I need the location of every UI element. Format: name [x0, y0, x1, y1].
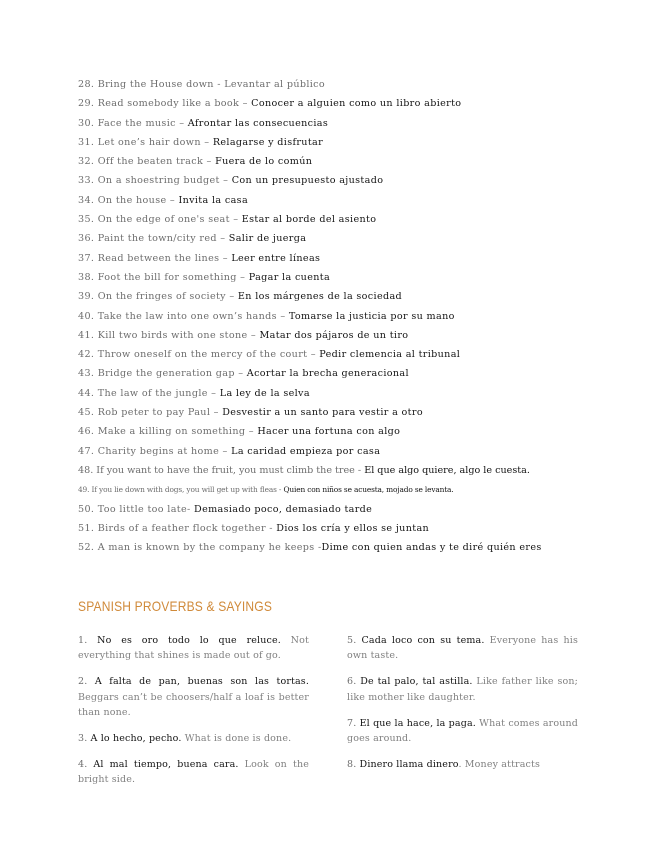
- idiom-english: 31. Let one’s hair down –: [78, 136, 213, 148]
- idiom-english: 28. Bring the House down - Levantar al público: [78, 79, 326, 90]
- idiom-line: [78, 251, 638, 270]
- proverb-item: [78, 757, 309, 787]
- idiom-line: [78, 135, 638, 154]
- idiom-line: [78, 424, 638, 443]
- idiom-spanish: Fuera de lo común: [215, 156, 313, 168]
- idiom-spanish: El que algo quiere, algo le cuesta.: [364, 464, 530, 476]
- proverb-item: [78, 674, 309, 720]
- proverb-item: [78, 731, 309, 746]
- proverb-english: What comes around goes around.: [347, 717, 578, 745]
- idiom-spanish: Relagarse y disfrutar: [212, 136, 324, 148]
- idiom-line: [78, 463, 638, 482]
- proverb-spanish: Cada loco con su tema.: [361, 635, 485, 646]
- idiom-line: [78, 231, 638, 250]
- idiom-english: 52. A man is known by the company he keeps -: [78, 542, 322, 554]
- idiom-english: 33. On a shoestring budget –: [78, 175, 232, 187]
- idiom-spanish: La caridad empieza por casa: [231, 445, 381, 457]
- idiom-spanish: Invita la casa: [178, 194, 249, 206]
- idiom-english: 50. Too little too late-: [78, 503, 195, 515]
- idiom-english: 51. Birds of a feather flock together -: [78, 522, 277, 534]
- proverb-number: 6.: [347, 676, 361, 688]
- idiom-english: 46. Make a killing on something –: [78, 426, 258, 438]
- proverb-spanish: No es oro todo lo que reluce.: [97, 635, 281, 646]
- idiom-english: 41. Kill two birds with one stone –: [78, 329, 260, 341]
- proverb-number: 3.: [78, 733, 91, 745]
- idiom-english: 38. Foot the bill for something –: [78, 271, 249, 283]
- proverb-number: 8.: [347, 759, 360, 771]
- idiom-list: [78, 77, 638, 559]
- idiom-line: [78, 77, 638, 96]
- idiom-line: [78, 309, 638, 328]
- proverb-spanish: A falta de pan, buenas son las tortas.: [94, 676, 309, 688]
- idiom-english: 32. Off the beaten track –: [78, 156, 216, 168]
- idiom-line: [78, 154, 638, 173]
- proverb-number: 4.: [78, 759, 94, 771]
- idiom-line: [78, 386, 638, 405]
- proverb-number: 5.: [347, 635, 362, 646]
- proverb-english: . Money attracts: [458, 759, 540, 771]
- idiom-line: [78, 502, 638, 521]
- proverb-spanish: De tal palo, tal astilla.: [360, 676, 473, 688]
- idiom-spanish: Con un presupuesto ajustado: [231, 175, 384, 187]
- idiom-spanish: Hacer una fortuna con algo: [257, 426, 401, 438]
- proverb-spanish: Al mal tiempo, buena cara.: [93, 759, 239, 771]
- idiom-english: 44. The law of the jungle –: [78, 387, 220, 399]
- proverb-english: What is done is done.: [181, 733, 292, 745]
- proverb-spanish: Dinero llama dinero: [359, 759, 459, 771]
- idiom-spanish: Conocer a alguien como un libro abierto: [251, 98, 462, 110]
- proverb-english: Like father like son; like mother like daughter.: [347, 676, 578, 703]
- idiom-spanish: La ley de la selva: [219, 387, 310, 399]
- idiom-english: 47. Charity begins at home –: [78, 445, 232, 457]
- proverbs-column-left: [78, 633, 309, 799]
- proverbs-column-right: [347, 633, 578, 783]
- idiom-spanish: Estar al borde del asiento: [241, 214, 377, 226]
- proverb-item: [347, 757, 578, 772]
- proverb-item: [347, 633, 578, 663]
- idiom-english: 48. If you want to have the fruit, you must climb the tree -: [78, 464, 365, 476]
- idiom-spanish: Desvestir a un santo para vestir a otro: [222, 407, 423, 419]
- idiom-english: 45. Rob peter to pay Paul –: [78, 407, 223, 419]
- idiom-line: [78, 270, 638, 289]
- idiom-line: [78, 328, 638, 347]
- proverb-english: Beggars can’t be choosers/half a loaf is better than none.: [78, 691, 309, 718]
- section-title: SPANISH PROVERBS & SAYINGS: [78, 598, 273, 614]
- idiom-english: 35. On the edge of one's seat –: [78, 214, 242, 226]
- idiom-spanish: Afrontar las consecuencias: [187, 117, 329, 129]
- idiom-line: [78, 482, 638, 501]
- idiom-english: 36. Paint the town/city red –: [78, 233, 229, 245]
- idiom-spanish: Dime con quien andas y te diré quién eres: [321, 542, 542, 554]
- proverb-item: [347, 716, 578, 746]
- idiom-english: 43. Bridge the generation gap –: [78, 368, 247, 380]
- idiom-english: 39. On the fringes of society –: [78, 291, 238, 303]
- idiom-line: [78, 405, 638, 424]
- idiom-english: 49. If you lie down with dogs, you will get up with fleas -: [78, 485, 284, 495]
- idiom-spanish: Pedir clemencia al tribunal: [319, 349, 461, 361]
- idiom-spanish: Pagar la cuenta: [248, 271, 331, 283]
- proverb-english: Everyone has his own taste.: [347, 635, 578, 662]
- idiom-line: [78, 540, 638, 559]
- idiom-spanish: Matar dos pájaros de un tiro: [259, 329, 409, 341]
- proverb-english: Look on the bright side.: [78, 759, 309, 786]
- idiom-spanish: Quien con niños se acuesta, mojado se levanta.: [283, 485, 454, 495]
- idiom-line: [78, 444, 638, 463]
- idiom-line: [78, 289, 638, 308]
- idiom-english: 34. On the house –: [78, 194, 179, 206]
- idiom-spanish: En los márgenes de la sociedad: [237, 291, 403, 303]
- proverb-english: Not everything that shines is made out of go.: [78, 635, 309, 662]
- idiom-spanish: Acortar la brecha generacional: [246, 368, 409, 380]
- idiom-spanish: Salir de juerga: [228, 233, 307, 245]
- proverb-item: [347, 674, 578, 704]
- idiom-line: [78, 96, 638, 115]
- idiom-line: [78, 116, 638, 135]
- idiom-english: 42. Throw oneself on the mercy of the court –: [78, 349, 320, 361]
- idiom-line: [78, 193, 638, 212]
- idiom-spanish: Demasiado poco, demasiado tarde: [194, 503, 373, 515]
- idiom-line: [78, 212, 638, 231]
- idiom-line: [78, 521, 638, 540]
- idiom-line: [78, 366, 638, 385]
- idiom-spanish: Tomarse la justicia por su mano: [288, 310, 455, 322]
- idiom-line: [78, 173, 638, 192]
- proverb-spanish: El que la hace, la paga.: [359, 717, 476, 729]
- idiom-english: 40. Take the law into one own’s hands –: [78, 310, 289, 322]
- proverb-number: 2.: [78, 676, 95, 688]
- idiom-spanish: Dios los cría y ellos se juntan: [276, 522, 430, 534]
- idiom-spanish: Leer entre líneas: [231, 252, 321, 264]
- idiom-english: 37. Read between the lines –: [78, 252, 232, 264]
- idiom-line: [78, 347, 638, 366]
- idiom-english: 30. Face the music –: [78, 117, 188, 129]
- proverb-number: 7.: [347, 717, 360, 729]
- proverb-item: [78, 633, 309, 663]
- idiom-english: 29. Read somebody like a book –: [78, 98, 252, 110]
- proverb-spanish: A lo hecho, pecho.: [90, 733, 182, 745]
- proverb-number: 1.: [78, 635, 98, 646]
